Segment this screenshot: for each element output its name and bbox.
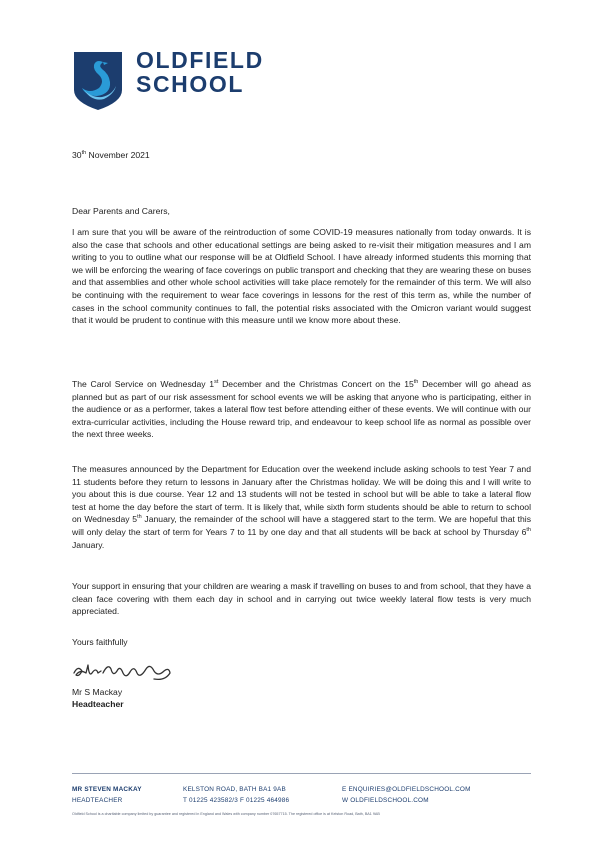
footer-website[interactable]: W OLDFIELDSCHOOL.COM <box>342 797 429 804</box>
swan-shield-icon <box>72 50 124 112</box>
salutation: Dear Parents and Carers, <box>72 206 170 216</box>
school-logo-text <box>136 48 264 96</box>
footer-divider <box>72 773 531 774</box>
footer-name: MR STEVEN MACKAY <box>72 786 142 793</box>
closing: Yours faithfully <box>72 637 128 647</box>
signature <box>70 655 175 685</box>
footer-role: HEADTEACHER <box>72 797 123 804</box>
footer-phone: T 01225 423582/3 F 01225 464986 <box>183 797 290 804</box>
paragraph-3: The measures announced by the Department for Education over the weekend include asking schools to test Year 7 and 11 students before they return to lessons in January after the Christmas holiday. We will be doing this and I will write to you about this is due course. Year 12 and 13 students will not be tested in school but will be able to take a lateral flow test at home the day before the start of term. It is likely that, while sixth form students should be able to return to school on Wednesday 5th January, the remainder of the school will have a staggered start to the term. We are hopeful that this will only delay the start of term for Years 7 to 11 by one day and that all students will be back at school by Thursday 6th January. <box>72 464 531 550</box>
footer-email[interactable]: E ENQUIRIES@OLDFIELDSCHOOL.COM <box>342 786 471 793</box>
paragraph-4: Your support in ensuring that your children are wearing a mask if travelling on buses to and from school, that they have a clean face covering with them each day in school and in carrying out twice weekly lateral flow tests is very much appreciated. <box>72 581 531 617</box>
signer-title: Headteacher <box>72 699 124 709</box>
logo-line-2: SCHOOL <box>136 71 244 97</box>
logo-line-1: OLDFIELD <box>136 47 264 73</box>
paragraph-1: I am sure that you will be aware of the reintroduction of some COVID-19 measures nationally from today onwards. It is also the case that schools and other educational settings are being asked to re-visit their mitigation measures and I am writing to you to outline what our response will be at Oldfield School. I have already informed students this morning that we will be enforcing the wearing of face coverings on public transport and checking that they are wearing these on buses and that assemblies and other whole school activities will take place remotely for the remainder of this term. We will also be continuing with the requirement to wear face coverings in lessons for the rest of this term as, while the number of cases in the school community continues to fall, the potential risks associated with the Omicron variant would suggest that it would be prudent to continue with this measure until we know more about these. <box>72 227 531 326</box>
footer-legal: Oldfield School is a charitable company limited by guarantee and registered in England and Wales with company number 07657715. The registered office is at Kelston Road, Bath, BA1 9AB <box>72 812 380 816</box>
footer-address: KELSTON ROAD, BATH BA1 9AB <box>183 786 286 793</box>
letter-date: 30th November 2021 <box>72 150 150 160</box>
signer-name: Mr S Mackay <box>72 687 123 697</box>
paragraph-2: The Carol Service on Wednesday 1st December and the Christmas Concert on the 15th December will go ahead as planned but as part of our risk assessment for school events we will be asking that anyone who is participating, either in the audience or as a performer, takes a lateral flow test before attending either of these events. We will continue with our extra-curricular activities, including the House reward trip, and endeavour to keep school life as normal as possible over the next three weeks. <box>72 379 532 440</box>
